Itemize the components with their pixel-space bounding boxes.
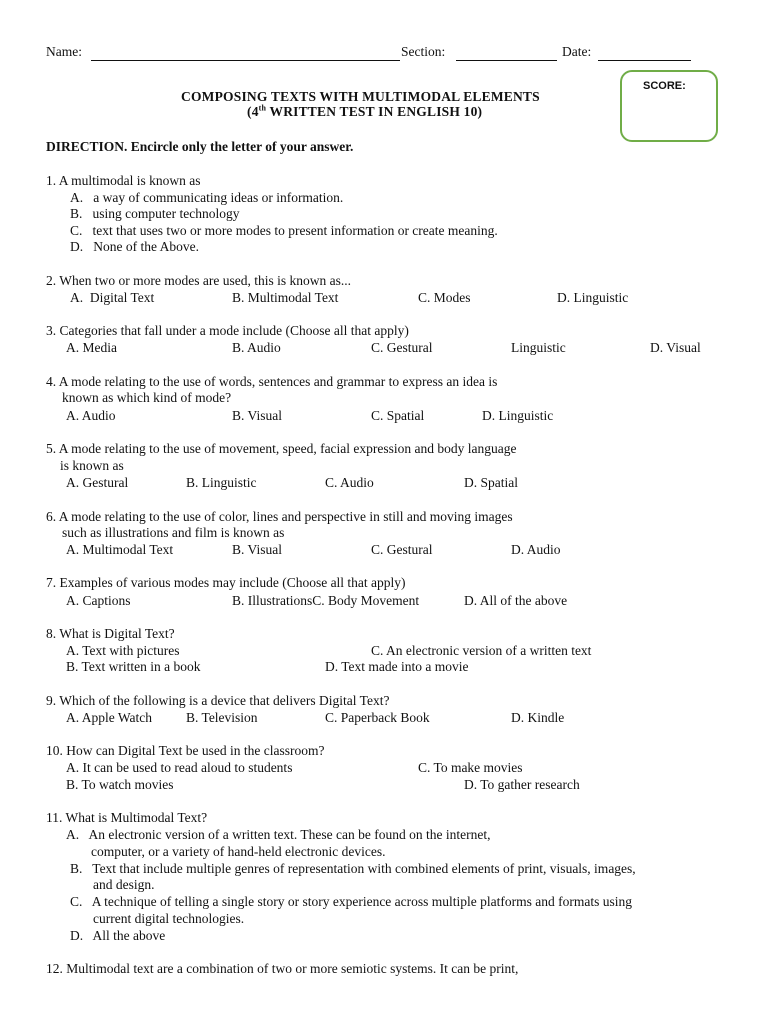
test-subtitle [247, 104, 482, 120]
answer-option[interactable]: C. Gestural [371, 542, 433, 557]
answer-option[interactable]: A. Text with pictures [66, 643, 180, 658]
answer-option[interactable]: D. Audio [511, 542, 561, 557]
answer-option[interactable]: C. Modes [418, 290, 471, 305]
answer-option[interactable]: A. Multimodal Text [66, 542, 174, 557]
answer-option[interactable]: A. Media [66, 340, 117, 355]
answer-option[interactable]: D. None of the Above. [70, 239, 199, 254]
answer-option[interactable]: C. An electronic version of a written text [371, 643, 592, 658]
question-stem: 9. Which of the following is a device that delivers Digital Text? [46, 693, 390, 708]
question-stem: 10. How can Digital Text be used in the classroom? [46, 743, 325, 758]
question-stem-cont: is known as [60, 458, 124, 473]
question-stem-cont: known as which kind of mode? [62, 390, 232, 405]
answer-option[interactable]: C. A technique of telling a single story or story experience across multiple platforms and formats using [70, 894, 633, 909]
name-label: Name: [46, 44, 82, 59]
answer-option[interactable]: A. a way of communicating ideas or information. [70, 190, 344, 205]
question-stem: 4. A mode relating to the use of words, sentences and grammar to express an idea is [46, 374, 498, 389]
name-blank[interactable] [91, 60, 400, 61]
answer-option[interactable]: A. It can be used to read aloud to students [66, 760, 293, 775]
question-stem: 8. What is Digital Text? [46, 626, 175, 641]
answer-option[interactable]: C. To make movies [418, 760, 523, 775]
answer-option[interactable]: B. To watch movies [66, 777, 174, 792]
date-label: Date: [562, 44, 592, 59]
answer-option[interactable]: D. All of the above [464, 593, 568, 608]
question-stem: 11. What is Multimodal Text? [46, 810, 208, 825]
answer-option[interactable]: A. An electronic version of a written text. These can be found on the internet, [66, 827, 491, 842]
question-stem: 3. Categories that fall under a mode include (Choose all that apply) [46, 323, 409, 338]
answer-option[interactable]: A. Digital Text [70, 290, 155, 305]
answer-option[interactable]: B. IllustrationsC. Body Movement [232, 593, 420, 608]
test-title: COMPOSING TEXTS WITH MULTIMODAL ELEMENTS [181, 89, 540, 104]
answer-option[interactable]: D. Visual [650, 340, 701, 355]
answer-option[interactable]: C. Spatial [371, 408, 425, 423]
answer-option[interactable]: B. Linguistic [186, 475, 257, 490]
question-stem: 7. Examples of various modes may include (Choose all that apply) [46, 575, 406, 590]
answer-option[interactable]: D. All the above [70, 928, 166, 943]
answer-option[interactable]: A. Captions [66, 593, 131, 608]
section-label: Section: [401, 44, 446, 59]
answer-option[interactable]: B. Multimodal Text [232, 290, 339, 305]
answer-option[interactable]: B. using computer technology [70, 206, 240, 221]
score-label: SCORE: [643, 80, 686, 92]
answer-option[interactable]: B. Television [186, 710, 258, 725]
answer-option[interactable]: C. Paperback Book [325, 710, 430, 725]
answer-option[interactable]: D. Spatial [464, 475, 518, 490]
answer-option[interactable]: B. Text that include multiple genres of representation with combined elements of print, visuals, images, [70, 861, 636, 876]
answer-option[interactable]: B. Visual [232, 408, 282, 423]
question-stem: 1. A multimodal is known as [46, 173, 201, 188]
answer-option[interactable]: A. Gestural [66, 475, 129, 490]
subtitle-rest: WRITTEN TEST IN ENGLISH 10) [266, 104, 483, 119]
answer-option[interactable]: D. Linguistic [482, 408, 554, 423]
answer-option[interactable]: D. To gather research [464, 777, 580, 792]
answer-option-cont: current digital technologies. [93, 911, 245, 926]
answer-option[interactable]: D. Kindle [511, 710, 565, 725]
answer-option[interactable]: B. Visual [232, 542, 282, 557]
answer-option-cont: and design. [93, 877, 155, 892]
date-blank[interactable] [598, 60, 691, 61]
section-blank[interactable] [456, 60, 557, 61]
question-stem: 5. A mode relating to the use of movement, speed, facial expression and body language [46, 441, 517, 456]
question-stem: 6. A mode relating to the use of color, lines and perspective in still and moving images [46, 509, 513, 524]
answer-option[interactable]: A. Audio [66, 408, 116, 423]
answer-option[interactable]: C. Gestural [371, 340, 433, 355]
subtitle-open: (4 [247, 104, 259, 119]
answer-option[interactable]: D. Text made into a movie [325, 659, 469, 674]
direction: DIRECTION. Encircle only the letter of your answer. [46, 139, 354, 154]
answer-option[interactable]: Linguistic [511, 340, 566, 355]
question-stem-cont: such as illustrations and film is known as [62, 525, 285, 540]
answer-option[interactable]: B. Audio [232, 340, 281, 355]
subtitle-sup: th [258, 103, 267, 113]
score-box [620, 70, 718, 142]
answer-option[interactable]: C. text that uses two or more modes to present information or create meaning. [70, 223, 498, 238]
question-stem: 12. Multimodal text are a combination of two or more semiotic systems. It can be print, [46, 961, 519, 976]
question-stem: 2. When two or more modes are used, this is known as... [46, 273, 351, 288]
answer-option[interactable]: A. Apple Watch [66, 710, 153, 725]
answer-option[interactable]: D. Linguistic [557, 290, 629, 305]
answer-option-cont: computer, or a variety of hand-held electronic devices. [91, 844, 386, 859]
answer-option[interactable]: C. Audio [325, 475, 374, 490]
answer-option[interactable]: B. Text written in a book [66, 659, 201, 674]
